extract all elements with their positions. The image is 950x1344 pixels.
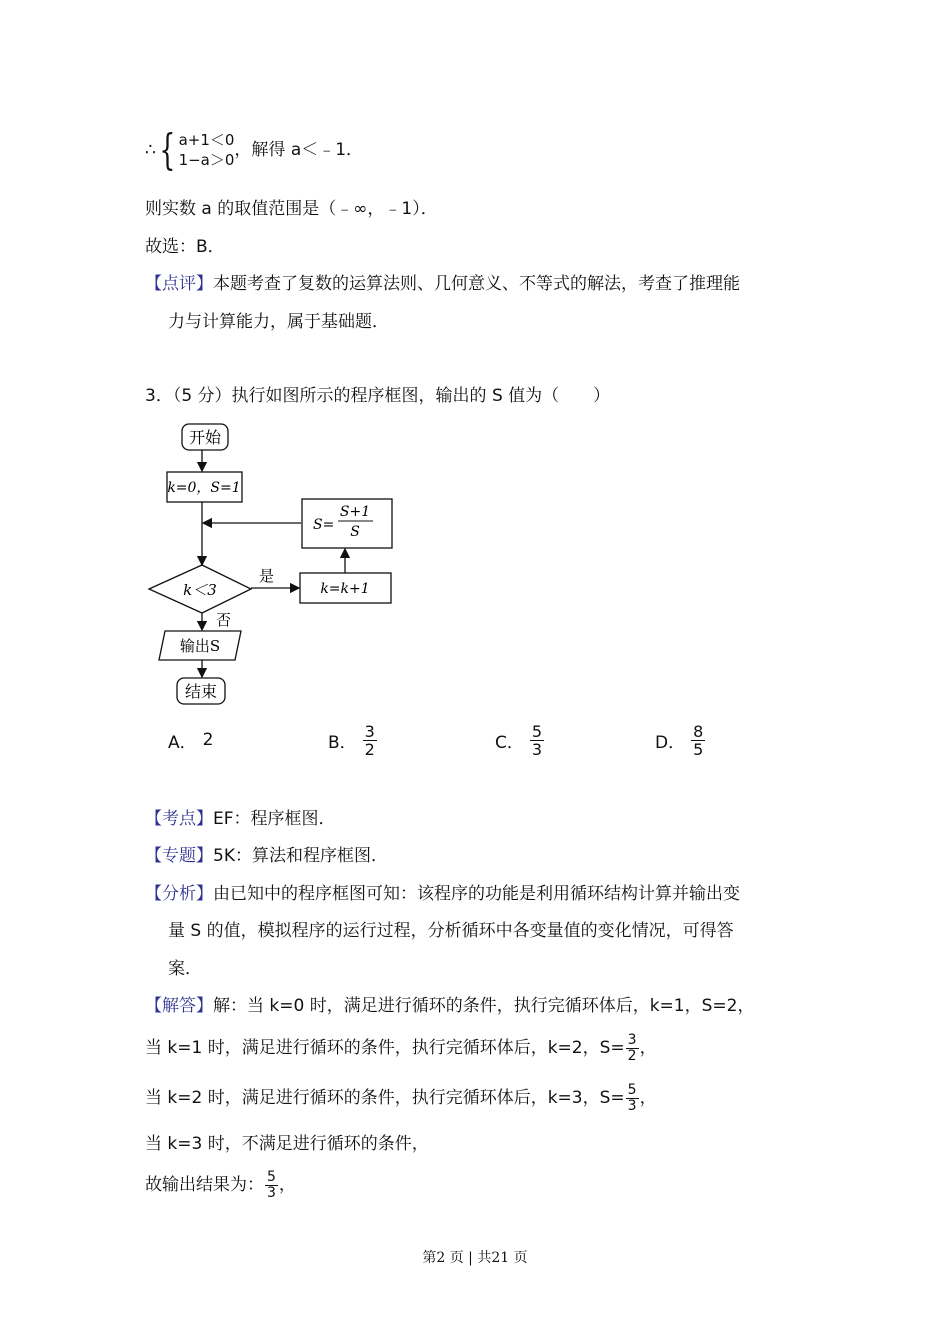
option-d-denominator: 5 (693, 739, 704, 759)
system-row-1: a+1＜0 (178, 131, 235, 149)
choice-text: 故选：B． (145, 237, 225, 257)
fenxi-line-1 (145, 882, 740, 906)
option-a-value: 2 (202, 730, 214, 750)
start-label: 开始 (188, 428, 222, 447)
result-denominator: 3 (267, 1184, 276, 1201)
review-text: 本题考查了复数的运算法则、几何意义、不等式的解法，考查了推理能 (213, 274, 740, 294)
update-s-lhs: S= (313, 517, 335, 533)
kaodian-tag: 【考点】 (145, 809, 213, 829)
zhuanti-line (145, 844, 388, 868)
option-b-fraction (363, 723, 377, 758)
jieda-tag: 【解答】 (145, 996, 213, 1016)
step-3-text: 当 k=2 时，满足进行循环的条件，执行完循环体后，k=3，S= (145, 1088, 625, 1108)
zhuanti-tag: 【专题】 (145, 846, 213, 866)
jieda-result (145, 1163, 296, 1207)
end-label: 结束 (184, 682, 218, 701)
option-a-label: A． (168, 732, 197, 753)
output-label: 输出S (179, 637, 221, 655)
option-b-numerator: 3 (364, 721, 375, 741)
result-numerator: 5 (267, 1168, 276, 1185)
jieda-step-4: 当 k=3 时，不满足进行循环的条件， (145, 1134, 429, 1154)
therefore-symbol: ∴ (145, 140, 156, 160)
brace-symbol: { (159, 125, 176, 174)
page-footer: 第2 页 | 共21 页 (422, 1250, 528, 1266)
option-b-denominator: 2 (364, 739, 375, 759)
range-text: 则实数 a 的取值范围是（﹣∞，﹣1）． (145, 199, 438, 219)
increment-label: k=k+1 (320, 581, 370, 597)
system-row-2: 1−a＞0 (178, 151, 235, 169)
zhuanti-text: 5K：算法和程序框图． (213, 846, 388, 866)
yes-label: 是 (259, 567, 275, 585)
option-c-numerator: 5 (531, 721, 543, 741)
step-2-comma: ， (639, 1038, 657, 1058)
result-text: 故输出结果为： (145, 1175, 264, 1195)
flowchart (140, 415, 410, 715)
step-3-denominator: 3 (627, 1097, 637, 1114)
no-label: 否 (216, 611, 232, 629)
result-fraction (265, 1170, 278, 1201)
option-c-fraction (530, 723, 544, 758)
step-3-fraction (626, 1083, 639, 1114)
review-line-2: 力与计算能力，属于基础题． (168, 312, 389, 332)
step-2-fraction (626, 1033, 639, 1064)
result-comma: ， (278, 1175, 296, 1195)
step-2-text: 当 k=1 时，满足进行循环的条件，执行完循环体后，k=2，S= (145, 1038, 625, 1058)
option-c-label: C． (495, 732, 524, 753)
review-tag: 【点评】 (145, 274, 213, 294)
inequality-system-line (145, 125, 364, 174)
fenxi-text-1: 由已知中的程序框图可知：该程序的功能是利用循环结构计算并输出变 (213, 884, 740, 904)
option-b-label: B． (328, 732, 357, 753)
option-a (168, 720, 213, 760)
update-s-den: S (350, 524, 360, 540)
option-d (655, 720, 706, 760)
option-b (328, 720, 378, 760)
kaodian-text: EF：程序框图． (213, 809, 336, 829)
kaodian-line (145, 807, 336, 831)
step-3-numerator: 5 (627, 1081, 637, 1098)
answer-options (168, 720, 788, 760)
jieda-step-3 (145, 1078, 657, 1118)
init-label: k=0，S=1 (167, 480, 241, 496)
option-c-denominator: 3 (531, 739, 543, 759)
jieda-line-1 (145, 994, 754, 1018)
question-text: 3．（5 分）执行如图所示的程序框图，输出的 S 值为（ ） (145, 386, 611, 406)
solution-text: ，解得 a＜﹣1． (234, 140, 364, 160)
fenxi-line-3: 案． (168, 959, 202, 979)
step-2-denominator: 2 (627, 1047, 637, 1064)
option-d-label: D． (655, 732, 686, 753)
inequality-system (156, 125, 235, 174)
fenxi-line-2: 量 S 的值，模拟程序的运行过程，分析循环中各变量值的变化情况，可得答 (168, 921, 734, 941)
jieda-text-1: 解：当 k=0 时，满足进行循环的条件，执行完循环体后，k=1，S=2， (213, 996, 755, 1016)
step-2-numerator: 3 (627, 1031, 637, 1048)
option-d-fraction (691, 723, 705, 758)
condition-label: k＜3 (183, 581, 217, 599)
update-s-num: S+1 (339, 504, 371, 520)
step-3-comma: ， (639, 1088, 657, 1108)
option-d-numerator: 8 (693, 721, 704, 741)
review-line-1 (145, 272, 740, 296)
option-c (495, 720, 545, 760)
jieda-step-2 (145, 1028, 657, 1068)
fenxi-tag: 【分析】 (145, 884, 213, 904)
